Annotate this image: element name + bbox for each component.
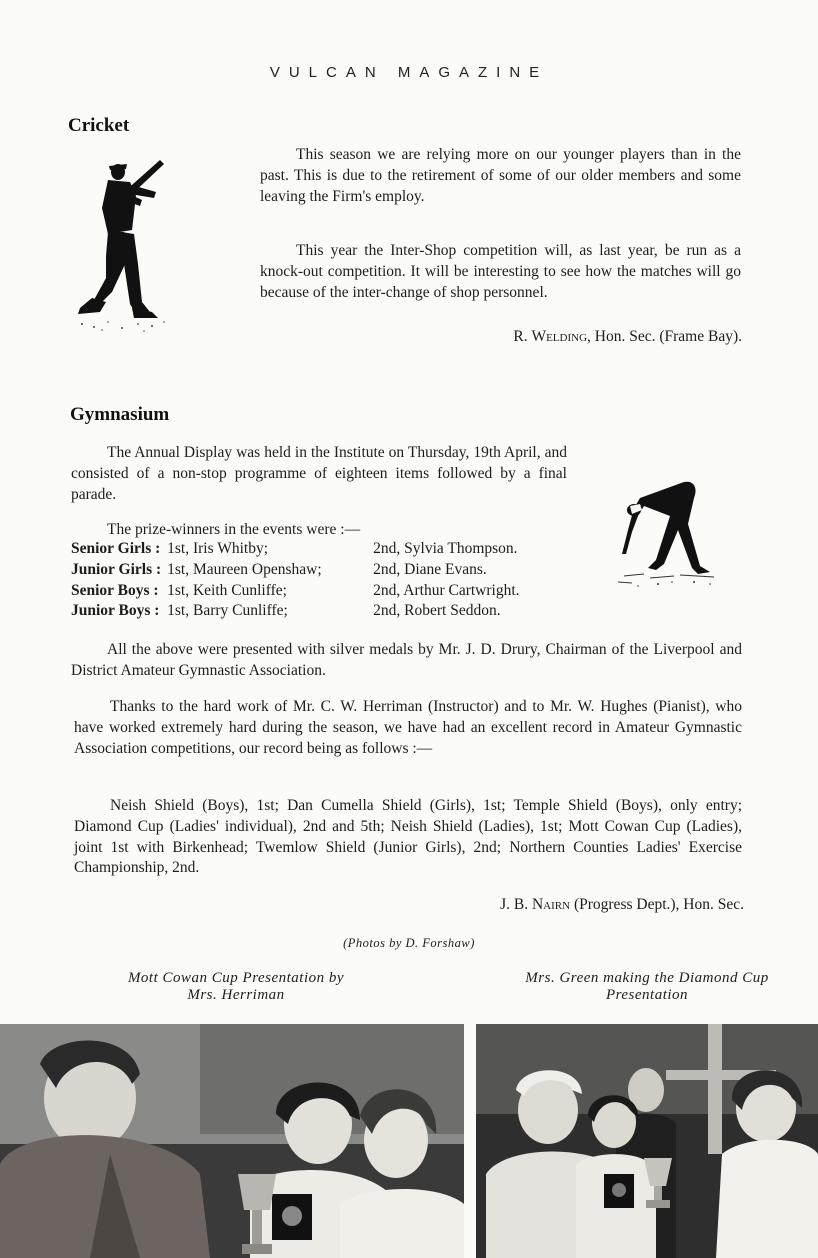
cricket-paragraph-1: This season we are relying more on our younger players than in the past. This is due to the retirement of some of our older members and some leaving the Firm's employ. — [260, 146, 741, 205]
photo-credit: (Photos by D. Forshaw) — [343, 936, 475, 950]
prize-first: 1st, Barry Cunliffe; — [167, 602, 288, 620]
gym-record-paragraph: Neish Shield (Boys), 1st; Dan Cumella Shield (Girls), 1st; Temple Shield (Boys), only entry; Diamond Cup (Ladies' individual), 2nd and 5th; Neish Shield (Ladies), 1st; Mott Cowan Cup (Ladies), joint 1st with Birkenhead; Twemlow Shield (Junior Girls), 2nd; Northern Counties Ladies' Exercise Championship, 2nd. — [74, 797, 742, 877]
gymnasium-heading: Gymnasium — [70, 404, 170, 425]
prize-second: 2nd, Arthur Cartwright. — [373, 581, 520, 599]
prize-first: 1st, Iris Whitby; — [167, 540, 269, 557]
prize-second: 2nd, Sylvia Thompson. — [373, 540, 518, 557]
cricket-paragraph-2: This year the Inter-Shop competition will, as last year, be run as a knock-out competition. It will be interesting to see how the matches will go because of the inter-change of shop personnel. — [260, 242, 741, 301]
cricket-batsman-icon — [72, 152, 176, 334]
prize-second: 2nd, Diane Evans. — [373, 560, 487, 578]
right-photo — [476, 1024, 818, 1258]
cricket-heading: Cricket — [68, 115, 130, 136]
prize-category: Senior Boys : — [71, 581, 159, 599]
gym-signature-role: (Progress Dept.), Hon. Sec. — [573, 896, 744, 913]
gym-prize-intro: The prize-winners in the events were :— — [107, 521, 361, 538]
left-caption-line-1: Mott Cowan Cup Presentation by — [127, 970, 345, 986]
cricket-signature-name: Welding — [531, 328, 588, 345]
prize-category: Junior Boys : — [71, 602, 160, 620]
prize-first: 1st, Keith Cunliffe; — [167, 581, 287, 599]
cricket-signature-initial: R. — [513, 328, 528, 345]
cricket-signature-role: , Hon. Sec. (Frame Bay). — [587, 328, 742, 345]
prize-second: 2nd, Robert Seddon. — [373, 602, 501, 620]
diamond-cup-photo-icon — [476, 1024, 818, 1258]
left-photo — [0, 1024, 464, 1258]
prize-row — [71, 582, 520, 603]
cup-presentation-photo-icon — [0, 1024, 464, 1258]
gymnast-illustration — [614, 476, 730, 597]
left-caption-line-2: Mrs. Herriman — [187, 987, 285, 1003]
prize-row — [71, 561, 520, 582]
right-caption-line-1: Mrs. Green making the Diamond Cup — [525, 970, 769, 986]
prize-category: Junior Girls : — [71, 560, 162, 578]
gym-medals-paragraph: All the above were presented with silver medals by Mr. J. D. Drury, Chairman of the Liverpool and District Amateur Gymnastic Association. — [71, 641, 742, 679]
prize-category: Senior Girls : — [71, 540, 161, 557]
left-photo-caption — [96, 970, 376, 1004]
running-head: VULCAN MAGAZINE — [269, 64, 549, 81]
prize-row — [71, 540, 520, 561]
right-photo-caption — [486, 970, 808, 1004]
gym-signature-name: Nairn — [531, 896, 571, 913]
gym-signature-initial: J. B. — [500, 896, 529, 913]
cricket-batsman-illustration — [72, 152, 176, 339]
prize-first: 1st, Maureen Openshaw; — [167, 560, 322, 578]
prize-row — [71, 602, 520, 623]
right-caption-line-2: Presentation — [605, 987, 689, 1003]
gym-signature — [500, 896, 744, 914]
cricket-signature — [513, 328, 742, 346]
gym-intro-paragraph: The Annual Display was held in the Institute on Thursday, 19th April, and consisted of a non-stop programme of eighteen items followed by a final parade. — [71, 444, 567, 503]
gymnast-stretching-icon — [614, 476, 730, 592]
prize-winners-table — [71, 540, 520, 623]
gym-thanks-paragraph: Thanks to the hard work of Mr. C. W. Herriman (Instructor) and to Mr. W. Hughes (Pianist), who have worked extremely hard during the season, we have had an excellent record in Amateur Gymnastic Association competitions, our record being as follows :— — [74, 698, 742, 757]
